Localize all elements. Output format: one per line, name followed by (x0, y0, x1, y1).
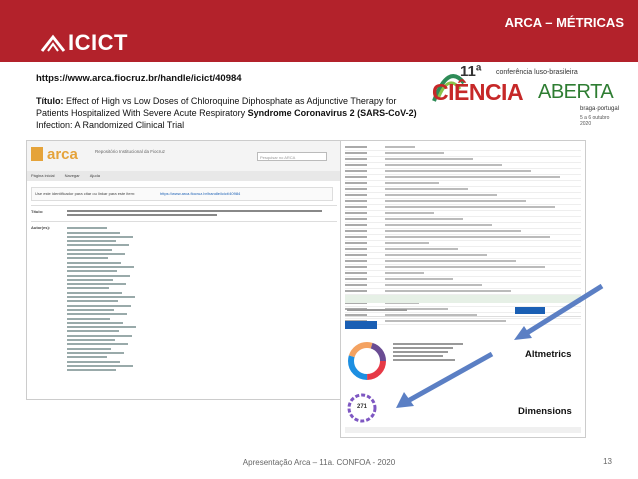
author-placeholder-line (67, 348, 111, 350)
page-number: 13 (603, 457, 612, 466)
author-placeholder-line (67, 266, 134, 268)
title-text-bold: Syndrome Coronavirus 2 (SARS-CoV-2) (247, 108, 417, 118)
nav-browse[interactable]: Navegar (64, 173, 80, 178)
author-placeholder-line (67, 365, 133, 367)
footer-text: Apresentação Arca – 11a. CONFOA - 2020 (242, 458, 396, 467)
authors-list (67, 225, 147, 373)
record-url[interactable]: https://www.arca.fiocruz.br/handle/icict/40984 (36, 73, 242, 84)
altmetric-donut-icon[interactable] (345, 339, 389, 383)
title-text-2: Infection: A Randomized Clinical Trial (36, 120, 185, 130)
altmetrics-label: Altmetrics (525, 349, 572, 360)
author-placeholder-line (67, 227, 107, 229)
author-placeholder-line (67, 232, 120, 234)
arca-logo-text: arca (47, 146, 78, 163)
author-placeholder-line (67, 309, 114, 311)
author-placeholder-line (67, 244, 129, 246)
dimensions-arrow-icon (392, 350, 502, 410)
author-placeholder-line (67, 318, 110, 320)
export-button[interactable] (345, 321, 377, 329)
dimensions-badge-icon[interactable] (347, 393, 377, 423)
author-placeholder-line (67, 257, 108, 259)
arca-logo-icon (31, 147, 43, 161)
dimensions-label: Dimensions (518, 406, 572, 417)
slide-title: ARCA – MÉTRICAS (504, 15, 624, 30)
arca-header (27, 141, 341, 172)
author-placeholder-line (67, 283, 126, 285)
author-placeholder-line (67, 275, 130, 277)
author-placeholder-line (67, 296, 135, 298)
author-placeholder-line (67, 240, 116, 242)
logo-text: ICICT (68, 30, 128, 55)
conference-word-aberta: ABERTA (538, 81, 614, 103)
author-placeholder-line (67, 253, 125, 255)
author-placeholder-line (67, 343, 128, 345)
arca-repo-subtitle: Repositório Institucional da Fiocruz (95, 149, 166, 154)
arca-nav (27, 171, 341, 181)
icict-logo (40, 30, 128, 56)
conference-place: braga·portugal (580, 106, 620, 112)
conference-word-ciencia: CIÊNCIA (432, 79, 524, 105)
footer-strip (345, 427, 581, 433)
record-title-block (36, 95, 431, 131)
author-placeholder-line (67, 339, 115, 341)
nav-home[interactable]: Página inicial (31, 173, 55, 178)
author-placeholder-line (67, 356, 107, 358)
author-placeholder-line (67, 305, 131, 307)
author-placeholder-line (67, 262, 121, 264)
author-placeholder-line (67, 300, 118, 302)
dimensions-count: 271 (356, 404, 367, 410)
title-text-1: Effect of High vs Low Doses of Chloroquine Diphosphate as Adjunctive Therapy for Patients Hospitalized With Severe Acute Respiratory (36, 96, 397, 118)
divider (31, 221, 337, 222)
row-title-label: Título: (31, 209, 44, 214)
author-placeholder-line (67, 369, 116, 371)
title-label: Título: (36, 96, 64, 106)
author-placeholder-line (67, 326, 136, 328)
row-authors-label: Autor(es): (31, 225, 51, 230)
identifier-label: Use este identificador para citar ou linkar para este item: (35, 191, 136, 196)
identifier-link[interactable]: https://www.arca.fiocruz.br/handle/icict/40984 (160, 191, 241, 196)
divider (31, 205, 337, 206)
author-placeholder-line (67, 249, 112, 251)
author-placeholder-line (67, 335, 132, 337)
conference-subtitle: conferência luso-brasileira (496, 69, 578, 76)
author-placeholder-line (67, 352, 124, 354)
arca-search-input[interactable]: Pesquisar no ARCA (257, 152, 327, 161)
author-placeholder-line (67, 361, 120, 363)
nav-help[interactable]: Ajuda (89, 173, 100, 178)
header-bar (0, 0, 638, 62)
author-placeholder-line (67, 322, 123, 324)
author-placeholder-line (67, 292, 122, 294)
icict-logo-icon (40, 33, 66, 53)
author-placeholder-line (67, 313, 127, 315)
conference-logo (430, 63, 620, 126)
author-placeholder-line (67, 270, 117, 272)
altmetrics-arrow-icon (510, 282, 610, 342)
author-placeholder-line (67, 236, 133, 238)
author-placeholder-line (67, 287, 109, 289)
row-title-value (67, 209, 327, 218)
conference-dates: 5 a 6 outubro 2020 (580, 115, 610, 127)
author-placeholder-line (67, 330, 119, 332)
arca-screenshot-left (26, 140, 342, 400)
author-placeholder-line (67, 279, 113, 281)
arca-identifier-box (31, 187, 333, 201)
conference-edition: 11ª (460, 63, 482, 80)
